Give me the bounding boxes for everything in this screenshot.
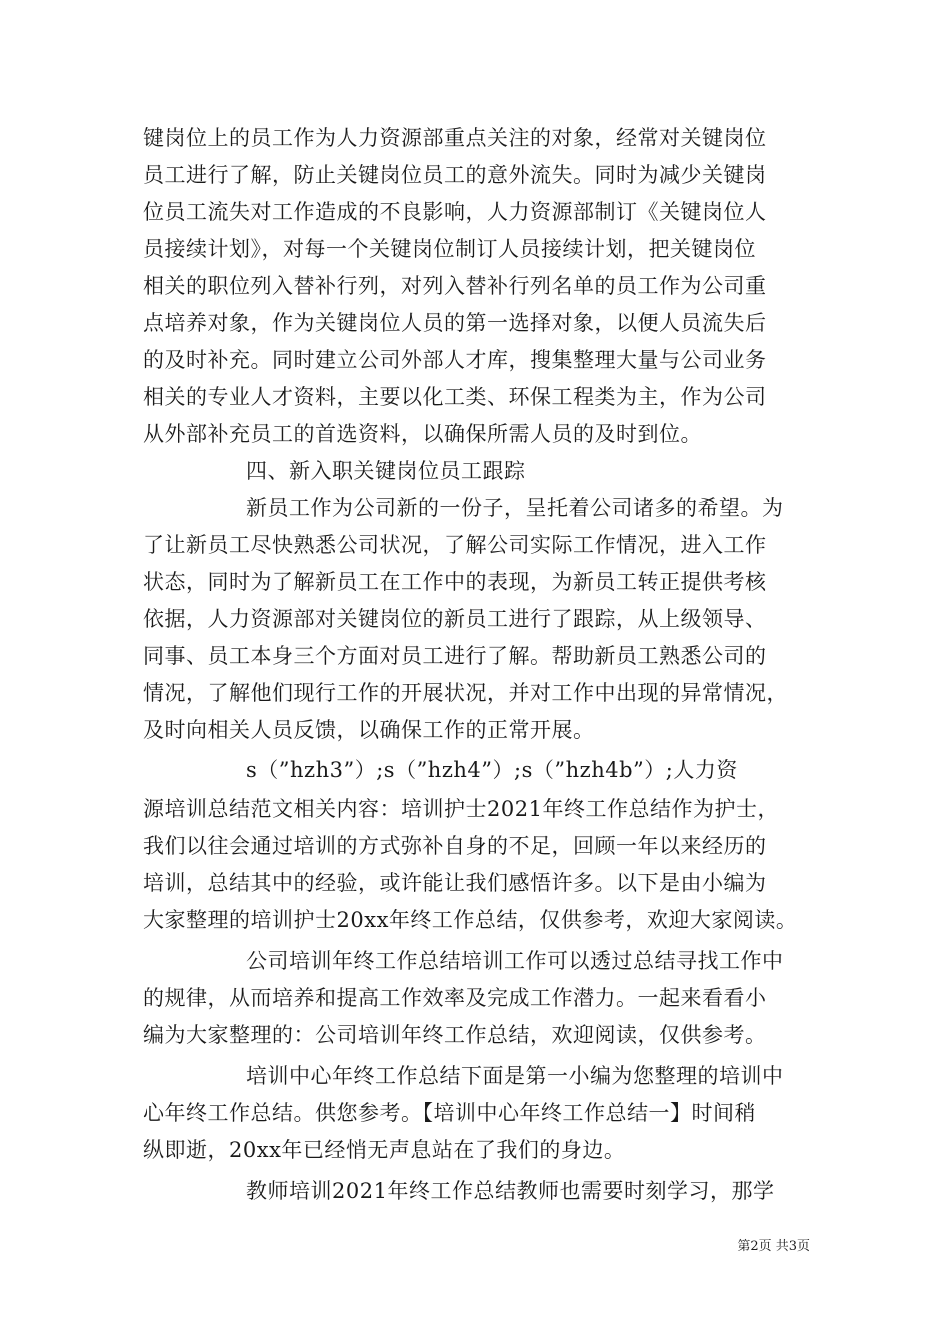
text-line: 公司培训年终工作总结培训工作可以透过总结寻找工作中	[246, 949, 784, 973]
text-line: 及时向相关人员反馈，以确保工作的正常开展。	[143, 718, 595, 742]
text-line: 依据，人力资源部对关键岗位的新员工进行了跟踪，从上级领导、	[143, 607, 767, 631]
text-line: 教师培训2021年终工作总结教师也需要时刻学习，那学	[246, 1179, 775, 1203]
text-line: 新员工作为公司新的一份子，呈托着公司诸多的希望。为	[246, 496, 784, 520]
text-line: 同事、员工本身三个方面对员工进行了解。帮助新员工熟悉公司的	[143, 644, 767, 668]
text-line: 的规律，从而培养和提高工作效率及完成工作潜力。一起来看看小	[143, 986, 767, 1010]
section-heading: 四、新入职关键岗位员工跟踪	[246, 459, 526, 483]
text-line: 员接续计划》，对每一个关键岗位制订人员接续计划，把关键岗位	[143, 237, 756, 261]
text-line: 从外部补充员工的首选资料，以确保所需人员的及时到位。	[143, 422, 702, 446]
text-line: 员工进行了解，防止关键岗位员工的意外流失。同时为减少关键岗	[143, 163, 767, 187]
text-line: 相关的职位列入替补行列，对列入替补行列名单的员工作为公司重	[143, 274, 767, 298]
text-line: 我们以往会通过培训的方式弥补自身的不足，回顾一年以来经历的	[143, 834, 767, 858]
text-line: 情况，了解他们现行工作的开展状况，并对工作中出现的异常情况，	[143, 681, 788, 705]
text-line: 心年终工作总结。供您参考。【培训中心年终工作总结一】时间稍	[143, 1101, 756, 1125]
text-line: 键岗位上的员工作为人力资源部重点关注的对象，经常对关键岗位	[143, 126, 767, 150]
text-line: 点培养对象，作为关键岗位人员的第一选择对象，以便人员流失后	[143, 311, 767, 335]
text-line: 位员工流失对工作造成的不良影响，人力资源部制订《关键岗位人	[143, 200, 767, 224]
text-line: 纵即逝，20xx年已经悄无声息站在了我们的身边。	[143, 1138, 626, 1162]
text-line: 状态，同时为了解新员工在工作中的表现，为新员工转正提供考核	[143, 570, 767, 594]
page-number-footer: 第2页 共3页	[737, 1239, 810, 1254]
text-line: 了让新员工尽快熟悉公司状况，了解公司实际工作情况，进入工作	[143, 533, 767, 557]
text-line: 源培训总结范文相关内容：培训护士2021年终工作总结作为护士，	[143, 797, 779, 821]
text-line: s（”hzh3”）;s（”hzh4”）;s（”hzh4b”）;人力资	[246, 758, 738, 782]
text-line: 大家整理的培训护士20xx年终工作总结，仅供参考，欢迎大家阅读。	[143, 908, 798, 932]
text-line: 相关的专业人才资料，主要以化工类、环保工程类为主，作为公司	[143, 385, 767, 409]
text-line: 培训，总结其中的经验，或许能让我们感悟许多。以下是由小编为	[143, 871, 767, 895]
text-line: 的及时补充。同时建立公司外部人才库，搜集整理大量与公司业务	[143, 348, 767, 372]
text-line: 编为大家整理的：公司培训年终工作总结，欢迎阅读，仅供参考。	[143, 1023, 767, 1047]
text-line: 培训中心年终工作总结下面是第一小编为您整理的培训中	[246, 1064, 784, 1088]
